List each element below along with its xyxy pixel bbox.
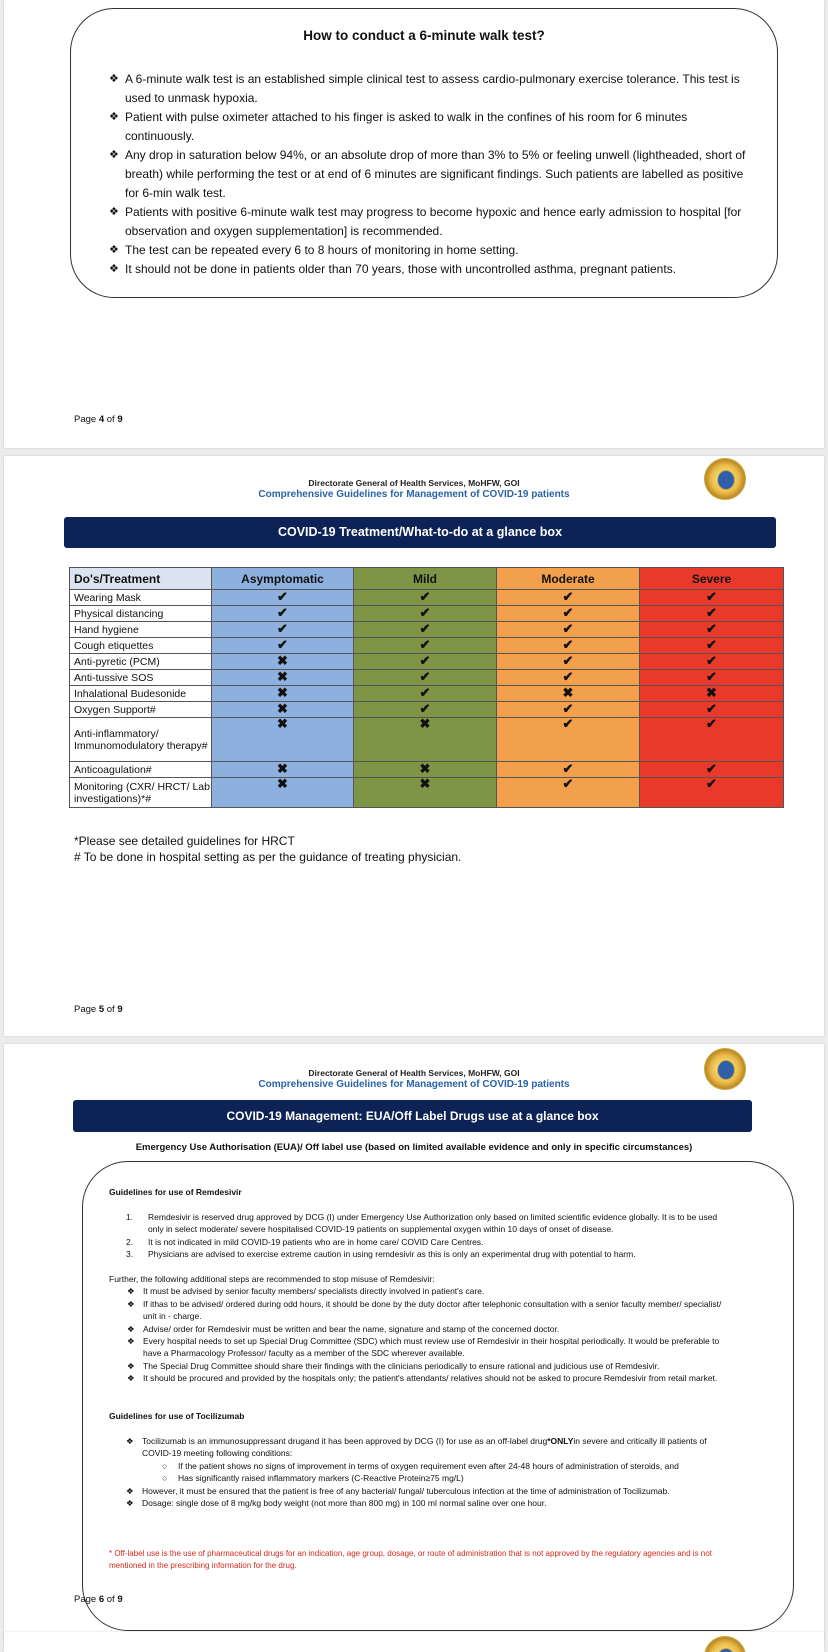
table-cell [354,638,497,654]
col-header-moderate: Moderate [497,568,640,590]
row-label: Anti-inflammatory/ Immunomodulatory therapy# [70,718,212,762]
page-header [4,1068,824,1090]
treatment-table [69,567,784,808]
table-cell [212,622,354,638]
cross-icon: ✖ [419,716,431,731]
cross-icon: ✖ [419,776,431,791]
offlabel-footnote: * Off-label use is the use of pharmaceutical drugs for an indication, age group, dosage, or route of administration that is not approved by the regulatory agencies and is not mentioned in the prescribing information for the drug. [109,1549,712,1570]
row-label: Hand hygiene [70,622,212,638]
table-cell [640,686,784,702]
table-row [70,654,784,670]
check-icon: ✔ [562,716,574,731]
table-notes [74,833,461,865]
check-icon: ✔ [706,669,717,684]
cross-icon: ✖ [706,685,717,700]
check-icon: ✔ [419,669,431,684]
check-icon: ✔ [277,589,288,604]
check-icon: ✔ [562,621,574,636]
row-label: Cough etiquettes [70,638,212,654]
list-item: 2. It is not indicated in mild COVID-19 patients who are in home care/ COVID Care Centres. [126,1236,484,1247]
table-cell [354,606,497,622]
check-icon: ✔ [419,701,431,716]
cross-icon: ✖ [562,685,574,700]
note-hospital: # To be done in hospital setting as per the guidance of treating physician. [74,850,462,864]
table-cell [497,638,640,654]
eua-banner: COVID-19 Management: EUA/Off Label Drugs use at a glance box [73,1100,752,1132]
list-item: 1. Remdesivir is reserved drug approved by DCG (I) under Emergency Use Authorization only based on limited scientific evidence globally. It is to be used only in select moderate/ severe hospitalised COVID-19 patients on supplemental oxygen within 10 days of onset of disease. [126,1212,718,1235]
row-label: Oxygen Support# [70,702,212,718]
check-icon: ✔ [562,589,574,604]
row-label: Monitoring (CXR/ HRCT/ Lab investigations)*# [70,778,212,808]
row-label: Physical distancing [70,606,212,622]
table-cell [497,654,640,670]
table-cell [354,590,497,606]
check-icon: ✔ [706,589,717,604]
check-icon: ✔ [706,701,717,716]
table-row [70,670,784,686]
list-item: ❖ The Special Drug Committee should share their findings with the clinicians periodically to ensure rational and judicious use of Remdesivir. [127,1360,660,1371]
table-cell [354,654,497,670]
cross-icon: ✖ [277,701,288,716]
check-icon: ✔ [419,621,431,636]
list-item: ❖ Every hospital needs to set up Special Drug Committee (SDC) which must review use of Remdesivir in their hospital periodically. It would be preferable to have a Pharmacology Professor/ faculty as a member of the SDC wherever available. [127,1336,720,1359]
table-row [70,778,784,808]
diamond-bullet-icon: ❖ [109,149,119,161]
table-cell [640,590,784,606]
diamond-bullet-icon: ❖ [127,1286,135,1297]
cross-icon: ✖ [277,716,288,731]
check-icon: ✔ [706,653,717,668]
table-cell [212,670,354,686]
note-hrct: *Please see detailed guidelines for HRCT [74,834,295,848]
cross-icon: ✖ [277,685,288,700]
table-cell [640,638,784,654]
col-header-treatment: Do's/Treatment [70,568,212,590]
table-cell [354,718,497,762]
table-row [70,718,784,762]
diamond-bullet-icon: ❖ [109,263,119,275]
table-cell [640,718,784,762]
list-item: ❖ The test can be repeated every 6 to 8 hours of monitoring in home setting. [109,241,755,260]
diamond-bullet-icon: ❖ [109,244,119,256]
list-item: ❖ It should not be done in patients older than 70 years, those with uncontrolled asthma, pregnant patients. [109,260,755,279]
table-row [70,638,784,654]
diamond-bullet-icon: ❖ [126,1485,134,1496]
treatment-banner: COVID-19 Treatment/What-to-do at a glance box [64,517,776,548]
list-item: ❖ It must be advised by senior faculty members/ specialists directly involved in patient's care. [127,1286,485,1297]
list-item: ❖ It should be procured and provided by the hospitals only; the patient's attendants/ relatives should not be asked to procure Remdesivir from retail market. [127,1373,718,1384]
list-item: ❖ If ithas to be advised/ ordered during odd hours, it should be done by the duty doctor after telephonic consultation with a senior faculty member/ specialist/ unit in - charge. [127,1298,722,1322]
remdesivir-list [126,1211,731,1261]
list-item: ○ Has significantly raised inflammatory markers (C-Reactive Protein≥75 mg/L) [162,1473,464,1484]
col-header-asymptomatic: Asymptomatic [212,568,354,590]
document-page-4 [4,0,824,448]
diamond-bullet-icon: ❖ [109,73,119,85]
table-cell [212,718,354,762]
walk-test-bullets [109,70,755,279]
misuse-intro: Further, the following additional steps are recommended to stop misuse of Remdesivir: [109,1274,435,1284]
table-cell [640,670,784,686]
check-icon: ✔ [562,605,574,620]
header-title: Comprehensive Guidelines for Management of COVID-19 patients [258,489,570,500]
list-item: ❖ Patient with pulse oximeter attached to his finger is asked to walk in the confines of his room for 6 minutes continuously. [109,110,688,143]
document-page-5 [4,456,824,1036]
diamond-bullet-icon: ❖ [127,1336,135,1347]
table-cell [640,654,784,670]
table-cell [212,606,354,622]
diamond-bullet-icon: ❖ [126,1436,134,1446]
document-page-6 [4,1044,824,1639]
check-icon: ✔ [706,637,717,652]
table-cell [354,670,497,686]
diamond-bullet-icon: ❖ [127,1323,135,1334]
list-item: ❖ Dosage: single dose of 8 mg/kg body weight (not more than 800 mg) in 100 ml normal saline over one hour. [126,1498,547,1509]
list-item: ❖ Patients with positive 6-minute walk test may progress to become hypoxic and hence early admission to hospital [for observation and oxygen supplementation] is recommended. [109,205,742,238]
check-icon: ✔ [706,621,717,636]
diamond-bullet-icon: ❖ [126,1498,134,1509]
col-header-severe: Severe [640,568,784,590]
check-icon: ✔ [706,605,717,620]
page-header [4,478,824,500]
check-icon: ✔ [706,761,717,776]
check-icon: ✔ [706,716,717,731]
row-label: Wearing Mask [70,590,212,606]
table-cell [212,778,354,808]
ministry-emblem-icon [704,458,746,500]
table-cell [497,622,640,638]
table-row [70,622,784,638]
diamond-bullet-icon: ❖ [109,206,119,218]
table-cell [497,778,640,808]
check-icon: ✔ [562,761,574,776]
check-icon: ✔ [419,685,431,700]
check-icon: ✔ [419,605,431,620]
tocilizumab-heading: Guidelines for use of Tocilizumab [109,1411,245,1421]
header-title: Comprehensive Guidelines for Management of COVID-19 patients [258,1079,570,1090]
col-header-mild: Mild [354,568,497,590]
check-icon: ✔ [419,637,431,652]
row-label: Inhalational Budesonide [70,686,212,702]
table-cell [354,622,497,638]
check-icon: ✔ [419,589,431,604]
table-header-row [70,568,784,590]
table-cell [497,718,640,762]
list-item: ❖ Advise/ order for Remdesivir must be written and bear the name, signature and stamp of the concerned doctor. [127,1323,560,1334]
table-cell [640,622,784,638]
header-org: Directorate General of Health Services, MoHFW, GOI [308,478,520,488]
table-cell [497,590,640,606]
remdesivir-heading: Guidelines for use of Remdesivir [109,1187,242,1197]
table-cell [640,778,784,808]
check-icon: ✔ [562,637,574,652]
table-row [70,606,784,622]
diamond-bullet-icon: ❖ [127,1373,135,1384]
walk-test-box [70,8,778,298]
list-item: ❖ However, it must be ensured that the patient is free of any bacterial/ fungal/ tuberculous infection at the time of administration of Tocilizumab. [126,1485,670,1496]
list-item: ❖ Any drop in saturation below 94%, or an absolute drop of more than 3% to 5% or feeling unwell (lightheaded, short of breath) while performing the test or at end of 6 minutes are significant findings. Such patients are labelled as positive for 6-min walk test. [109,148,746,200]
row-label: Anticoagulation# [70,762,212,778]
page-number: Page 4 of 9 [74,414,123,425]
check-icon: ✔ [277,605,288,620]
cross-icon: ✖ [277,776,288,791]
table-cell [212,638,354,654]
table-cell [497,686,640,702]
table-cell [497,606,640,622]
table-cell [354,686,497,702]
page-number: Page 6 of 9 [74,1594,123,1605]
table-cell [212,590,354,606]
diamond-bullet-icon: ❖ [127,1360,135,1371]
cross-icon: ✖ [277,669,288,684]
eua-subheading: Emergency Use Authorisation (EUA)/ Off label use (based on limited available evidence and only in specific circumstances) [135,1142,693,1153]
ministry-emblem-icon [704,1636,746,1652]
diamond-bullet-icon: ❖ [109,111,119,123]
cross-icon: ✖ [277,653,288,668]
page-number: Page 5 of 9 [74,1004,123,1015]
tocilizumab-list [126,1435,731,1509]
check-icon: ✔ [277,621,288,636]
check-icon: ✔ [562,653,574,668]
table-row [70,590,784,606]
table-cell [212,654,354,670]
check-icon: ✔ [562,776,574,791]
list-item: ○ If the patient shows no signs of improvement in terms of oxygen requirement even after 24-48 hours of administration of steroids, and [162,1460,679,1471]
table-row [70,686,784,702]
check-icon: ✔ [562,669,574,684]
header-org: Directorate General of Health Services, MoHFW, GOI [308,1068,520,1078]
check-icon: ✔ [562,701,574,716]
table-cell [640,606,784,622]
check-icon: ✔ [277,637,288,652]
list-item: ❖ A 6-minute walk test is an established simple clinical test to assess cardio-pulmonary exercise tolerance. This test is used to unmask hypoxia. [109,72,740,105]
table-cell [212,686,354,702]
check-icon: ✔ [706,776,717,791]
document-page-7-partial [4,1632,824,1652]
list-item: 3. Physicians are advised to exercise extreme caution in using remdesivir as this is only an experimental drug with potential to harm. [126,1249,636,1260]
row-label: Anti-tussive SOS [70,670,212,686]
cross-icon: ✖ [277,761,288,776]
check-icon: ✔ [419,653,431,668]
walk-test-title: How to conduct a 6-minute walk test? [303,28,545,43]
table-cell [497,670,640,686]
misuse-section [109,1273,729,1385]
list-item: ❖ Tocilizumab is an immunosuppressant drugand it has been approved by DCG (I) for use as an off-label drug*ONLYin severe and critically ill patients of COVID-19 meeting following conditions: [126,1436,707,1459]
row-label: Anti-pyretic (PCM) [70,654,212,670]
table-cell [354,778,497,808]
cross-icon: ✖ [419,761,431,776]
diamond-bullet-icon: ❖ [127,1298,135,1309]
ministry-emblem-icon [704,1048,746,1090]
